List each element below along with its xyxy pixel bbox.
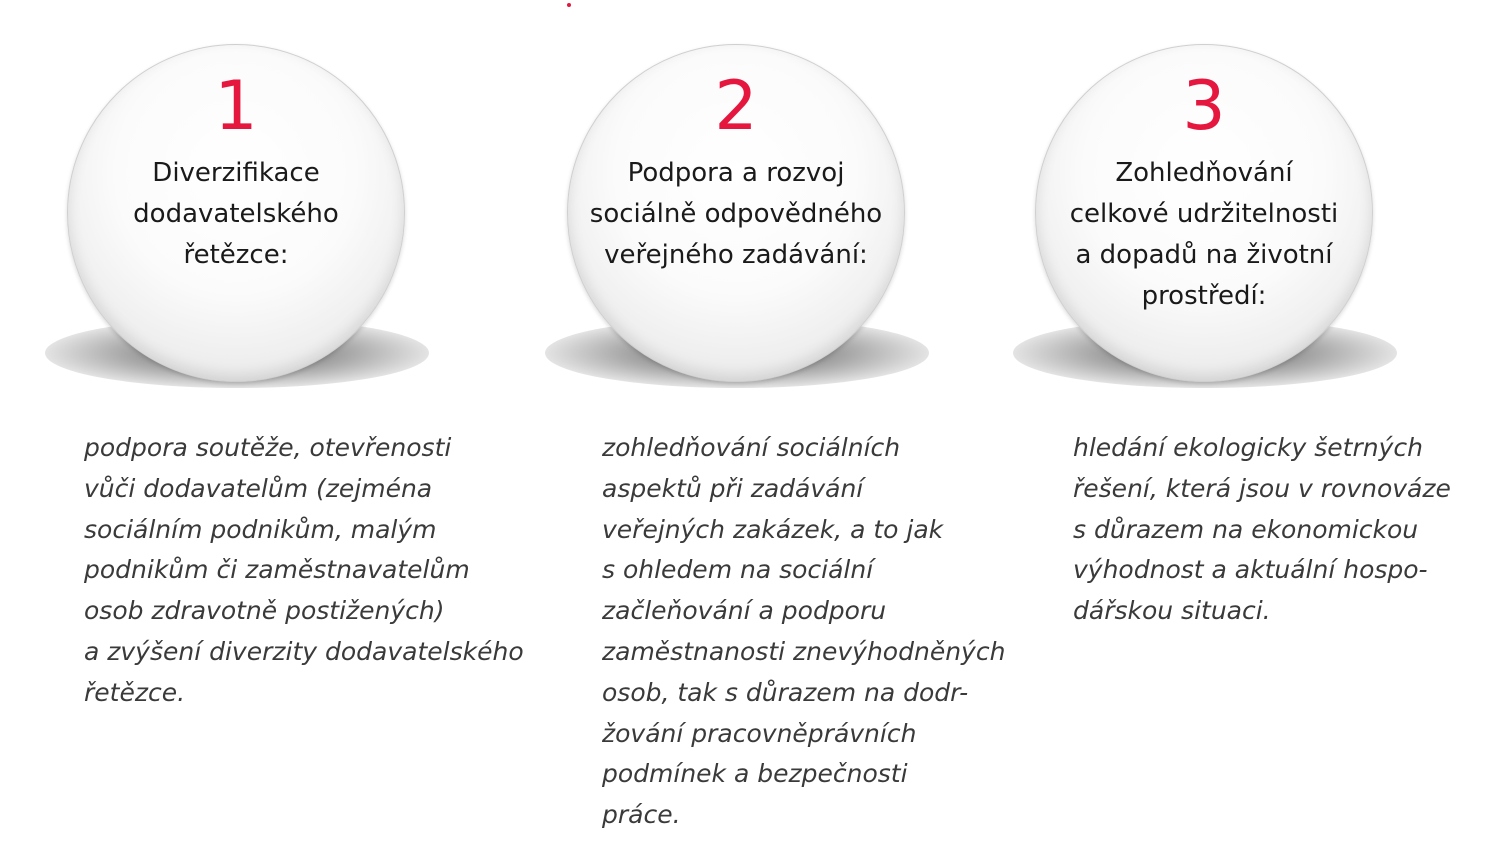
item-number-1: 1: [214, 67, 258, 146]
item-description-1: podpora soutěže, otevřenosti vůči dodavatelům (zejména sociálním podnikům, malým podnikům či zaměstnavatelům osob zdravotně postižených) a zvýšení diverzity dodavatelského řetězce.: [84, 433, 524, 707]
item-description-3: hledání ekologicky šetrných řešení, která jsou v rovnováze s důrazem na ekonomickou výhodnost a aktuální hospo- dářskou situaci.: [1073, 433, 1451, 626]
item-title-3: Zohledňování celkové udržitelnosti a dopadů na životní prostředí:: [1069, 158, 1339, 311]
item-title-2: Podpora a rozvoj sociálně odpovědného veřejného zadávání:: [589, 158, 883, 270]
item-title-1: Diverzifikace dodavatelského řetězce:: [133, 158, 339, 270]
decorative-dot: [567, 3, 571, 7]
item-number-2: 2: [714, 67, 758, 146]
item-number-3: 3: [1182, 67, 1226, 146]
circle-2: [567, 44, 905, 382]
circle-3: [1035, 44, 1373, 382]
circle-1: [67, 44, 405, 382]
item-description-2: zohledňování sociálních aspektů při zadávání veřejných zakázek, a to jak s ohledem na sociální začleňování a podporu zaměstnanosti znevýhodněných osob, tak s důrazem na dodr- žování pracovněprávních podmínek a bezpečnosti práce.: [602, 433, 1006, 830]
